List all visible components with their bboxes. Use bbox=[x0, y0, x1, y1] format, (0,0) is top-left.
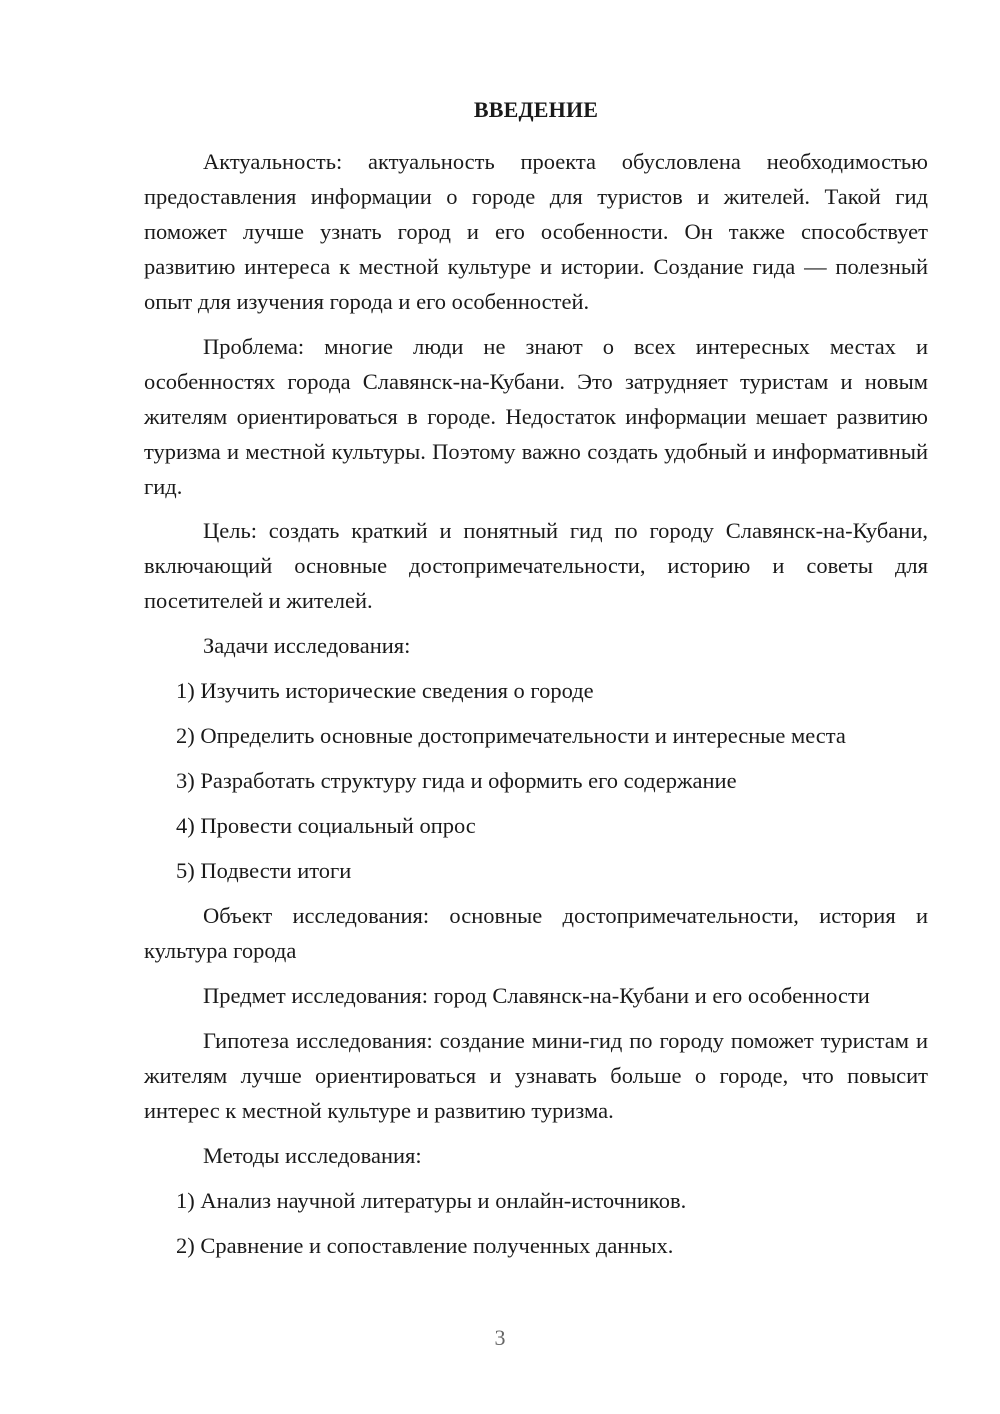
document-page bbox=[144, 92, 928, 1273]
paragraph-subject: Предмет исследования: город Славянск-на-Кубани и его особенности bbox=[203, 983, 870, 1008]
task-item: 4) Провести социальный опрос bbox=[176, 813, 476, 838]
paragraph-hypothesis: Гипотеза исследования: создание мини-гид по городу поможет туристам и жителям лучше ориентироваться и узнавать больше о городе, что повысит интерес к местной культуре и развитию туризма. bbox=[144, 1028, 928, 1123]
paragraph-relevance: Актуальность: актуальность проекта обусловлена необходимостью предоставления информации о городе для туристов и жителей. Такой гид поможет лучше узнать город и его особенности. Он также способствует развитию интереса к местной культуре и истории. Создание гида — полезный опыт для изучения города и его особенностей. bbox=[144, 149, 928, 314]
tasks-heading: Задачи исследования: bbox=[203, 633, 411, 658]
method-item: 2) Сравнение и сопоставление полученных данных. bbox=[176, 1233, 674, 1258]
task-item: 5) Подвести итоги bbox=[176, 858, 352, 883]
page-number: 3 bbox=[494, 1325, 506, 1350]
method-item: 1) Анализ научной литературы и онлайн-источников. bbox=[176, 1188, 687, 1213]
paragraph-problem: Проблема: многие люди не знают о всех интересных местах и особенностях города Славянск-на-Кубани. Это затрудняет туристам и новым жителям ориентироваться в городе. Недостаток информации мешает развитию туризма и местной культуры. Поэтому важно создать удобный и информативный гид. bbox=[144, 334, 928, 499]
section-title: ВВЕДЕНИЕ bbox=[473, 97, 599, 122]
methods-heading: Методы исследования: bbox=[203, 1143, 422, 1168]
paragraph-goal: Цель: создать краткий и понятный гид по городу Славянск-на-Кубани, включающий основные достопримечательности, историю и советы для посетителей и жителей. bbox=[144, 518, 928, 613]
task-item: 2) Определить основные достопримечательности и интересные места bbox=[176, 723, 846, 748]
task-item: 3) Разработать структуру гида и оформить его содержание bbox=[176, 768, 737, 793]
paragraph-object: Объект исследования: основные достопримечательности, история и культура города bbox=[144, 903, 928, 963]
task-item: 1) Изучить исторические сведения о городе bbox=[176, 678, 594, 703]
